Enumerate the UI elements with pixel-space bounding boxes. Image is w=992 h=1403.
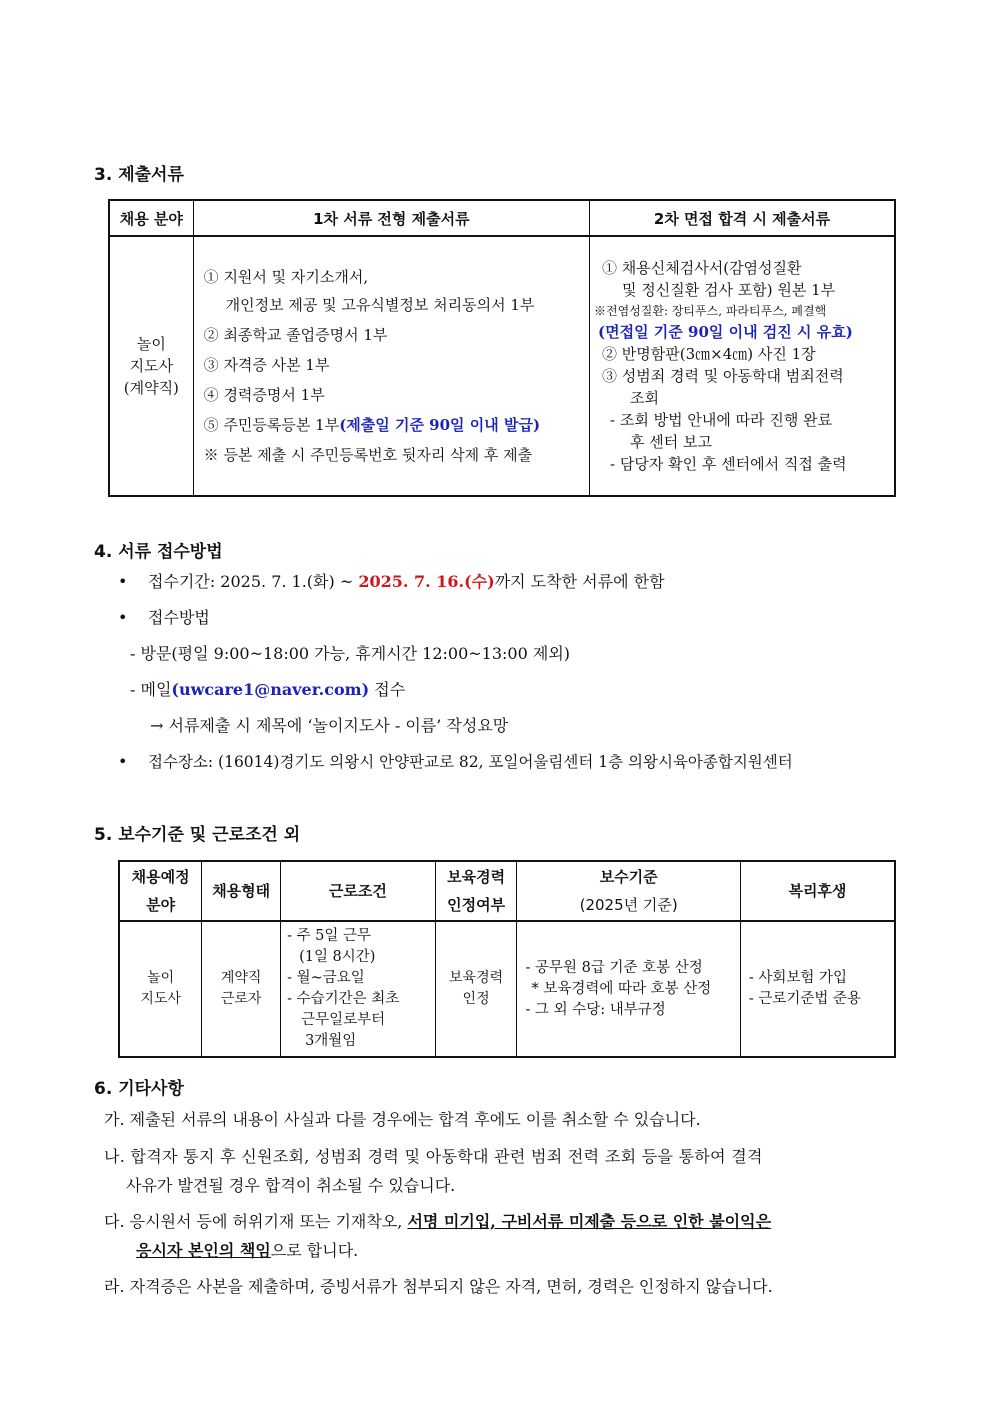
field-line: 지도사 <box>129 357 174 375</box>
emphasis-text: 서명 미기입, 구비서류 미제출 등으로 인한 불이익은 <box>407 1212 772 1231</box>
header-text: (2025년 기준) <box>579 896 678 914</box>
subject-note: → 서류제출 시 제목에 ‘놀이지도사 - 이름’ 작성요망 <box>150 716 509 735</box>
header-pay-standard <box>517 861 740 921</box>
header-text: 분야 <box>146 896 176 914</box>
doc-line: 개인정보 제공 및 고유식별정보 처리동의서 1부 <box>225 296 535 314</box>
header-text: 보육경력 <box>447 868 506 886</box>
doc-line: 조회 <box>630 389 659 407</box>
email-address: (uwcare1@naver.com) <box>171 680 370 699</box>
cell-text: 근무일로부터 <box>301 1012 386 1028</box>
doc-line <box>204 414 589 436</box>
cell-text: 인정 <box>462 991 490 1007</box>
header-second-round: 2차 면접 합격 시 제출서류 <box>590 200 895 236</box>
doc-line: 후 센터 보고 <box>630 433 713 451</box>
header-welfare: 복리후생 <box>740 861 895 921</box>
career-recognition-cell <box>435 921 517 1057</box>
doc-line: ④ 경력증명서 1부 <box>203 386 325 404</box>
header-text: 채용예정 <box>131 868 190 886</box>
field-cell <box>109 236 193 496</box>
cell-text: 근로자 <box>220 991 262 1007</box>
doc-line: ③ 성범죄 경력 및 아동학대 범죄전력 <box>602 367 844 385</box>
section-3-heading: 3. 제출서류 <box>94 165 184 185</box>
deadline-date: 2025. 7. 16.(수) <box>358 572 495 591</box>
cell-text: 보육경력 <box>449 970 504 986</box>
cell-text: - 수습기간은 최초 <box>287 991 400 1007</box>
bullet-icon: • <box>118 752 128 771</box>
documents-table-row <box>109 236 895 496</box>
header-employment-type: 채용형태 <box>202 861 281 921</box>
doc-line: ③ 자격증 사본 1부 <box>203 356 330 374</box>
cell-text: 지도사 <box>140 991 181 1007</box>
bullet-icon: • <box>118 572 128 591</box>
header-first-round: 1차 서류 전형 제출서류 <box>193 200 589 236</box>
cell-text: - 월~금요일 <box>287 970 365 986</box>
planned-field-cell <box>119 921 202 1057</box>
issue-deadline-note: (제출일 기준 90일 이내 발급) <box>339 416 541 434</box>
note-na-line1: 나. 합격자 통지 후 신원조회, 성범죄 경력 및 아동학대 관련 범죄 전력 조회 등을 통하여 결격 <box>104 1147 763 1166</box>
doc-line: ※ 등본 제출 시 주민등록번호 뒷자리 삭제 후 제출 <box>203 446 533 464</box>
documents-table-header <box>109 200 895 236</box>
cell-text: - 공무원 8급 기준 호봉 산정 <box>525 959 703 976</box>
note-da-line2 <box>136 1240 358 1262</box>
bullet-icon: • <box>118 608 128 627</box>
cell-text: 놀이 <box>147 970 175 986</box>
cell-text: 3개월임 <box>305 1033 357 1049</box>
cell-text: - 근로기준법 준용 <box>748 991 862 1007</box>
section-6-heading: 6. 기타사항 <box>94 1079 184 1099</box>
mail-text: - 메일 <box>130 680 172 699</box>
field-line: 놀이 <box>136 335 166 353</box>
mail-text: 접수 <box>369 680 406 699</box>
doc-line: ① 채용신체검사서(감염성질환 <box>602 259 802 277</box>
cell-text: - 사회보험 가입 <box>748 970 848 986</box>
note-ga: 가. 제출된 서류의 내용이 사실과 다를 경우에는 합격 후에도 이를 취소할 수 있습니다. <box>104 1110 701 1129</box>
conditions-table-header <box>119 861 895 921</box>
cell-text: * 보육경력에 따라 호봉 산정 <box>531 980 712 997</box>
note-da-line1 <box>104 1211 771 1233</box>
employment-type-cell <box>202 921 281 1057</box>
place-line: 접수장소: (16014)경기도 의왕시 안양판교로 82, 포일어울림센터 1층 의왕시육아종합지원센터 <box>148 753 793 771</box>
cell-text: - 주 5일 근무 <box>287 928 372 944</box>
header-text: 인정여부 <box>447 896 506 914</box>
note-text: 으로 합니다. <box>270 1241 359 1260</box>
cell-text: (1일 8시간) <box>299 949 376 965</box>
exam-validity-note: (면접일 기준 90일 이내 검진 시 유효) <box>598 323 853 341</box>
conditions-table <box>118 860 896 1058</box>
emphasis-text: 응시자 본인의 책임 <box>136 1241 271 1260</box>
field-line: (계약직) <box>123 379 179 397</box>
doc-line: - 조회 방법 안내에 따라 진행 완료 <box>610 411 833 429</box>
doc-line: ① 지원서 및 자기소개서, <box>203 268 369 286</box>
note-ra: 라. 자격증은 사본을 제출하며, 증빙서류가 첨부되지 않은 자격, 면허, 경력은 인정하지 않습니다. <box>104 1277 773 1296</box>
documents-table <box>108 199 896 497</box>
doc-line: ② 최종학교 졸업증명서 1부 <box>203 326 388 344</box>
pay-standard-cell <box>517 921 740 1057</box>
note-text: 다. 응시원서 등에 허위기재 또는 기재착오, <box>104 1212 408 1231</box>
doc-line: - 담당자 확인 후 센터에서 직접 출력 <box>610 455 847 473</box>
first-round-docs <box>193 236 589 496</box>
period-line <box>148 571 665 593</box>
header-working-conditions: 근로조건 <box>281 861 436 921</box>
section-5-heading: 5. 보수기준 및 근로조건 외 <box>94 825 301 845</box>
conditions-table-row <box>119 921 895 1057</box>
doc-line: ※전염성질환: 장티푸스, 파라티푸스, 폐결핵 <box>594 304 827 318</box>
doc-text: ⑤ 주민등록등본 1부 <box>203 416 340 434</box>
mail-line <box>130 679 405 701</box>
second-round-docs <box>590 236 895 496</box>
period-text: 까지 도착한 서류에 한함 <box>494 572 665 591</box>
section-4-heading: 4. 서류 접수방법 <box>94 542 223 562</box>
visit-line: - 방문(평일 9:00~18:00 가능, 휴게시간 12:00~13:00 제외) <box>130 644 571 663</box>
cell-text: 계약직 <box>220 970 262 986</box>
welfare-cell <box>740 921 895 1057</box>
header-text: 보수기준 <box>599 868 658 886</box>
cell-text: - 그 외 수당: 내부규정 <box>525 1001 666 1018</box>
header-planned-field <box>119 861 202 921</box>
header-field: 채용 분야 <box>109 200 193 236</box>
period-text: 접수기간: 2025. 7. 1.(화) ~ <box>148 572 359 591</box>
doc-line: ② 반명함판(3㎝×4㎝) 사진 1장 <box>602 345 816 363</box>
method-line: 접수방법 <box>148 608 210 627</box>
doc-line: 및 정신질환 검사 포함) 원본 1부 <box>622 281 836 299</box>
working-conditions-cell <box>281 921 436 1057</box>
header-career-recognition <box>435 861 517 921</box>
note-na-line2: 사유가 발견될 경우 합격이 취소될 수 있습니다. <box>126 1176 456 1195</box>
